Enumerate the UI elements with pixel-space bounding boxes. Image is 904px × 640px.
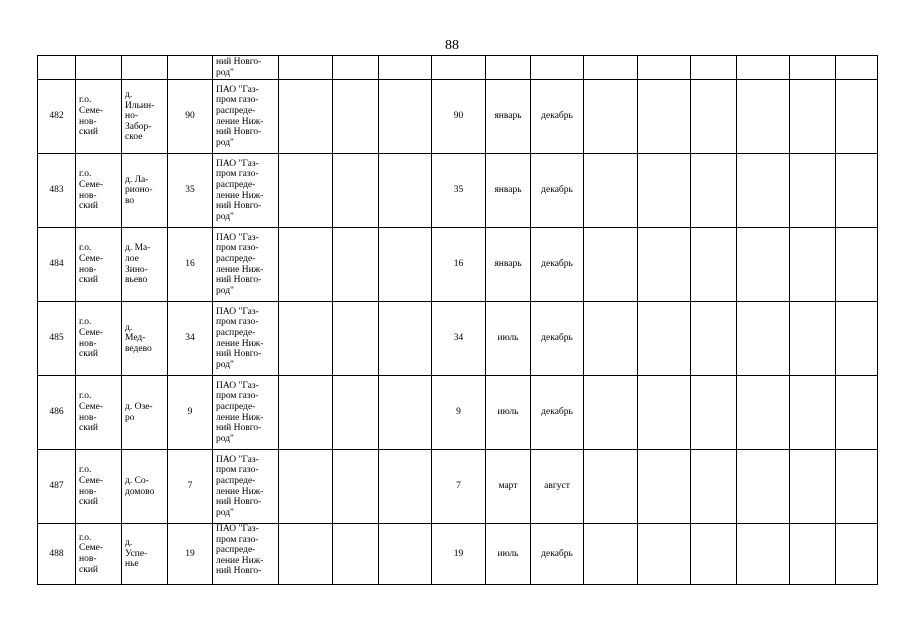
qty-text: 19: [185, 548, 195, 559]
cell-empty: [790, 524, 836, 585]
district-text: г.о. Семе- нов- ский: [79, 243, 104, 286]
num-text: 485: [49, 333, 64, 344]
district-text: г.о. Семе- нов- ский: [79, 95, 104, 138]
cell-qty: [168, 80, 213, 154]
cell-start-month: [486, 56, 531, 80]
cell-empty: [737, 302, 790, 376]
cell-qty2: [432, 524, 486, 585]
table-row: [38, 228, 878, 302]
cell-empty: [790, 56, 836, 80]
cell-empty: [584, 56, 638, 80]
end-month-text: декабрь: [541, 111, 573, 122]
cell-empty: [333, 56, 379, 80]
cell-empty: [737, 376, 790, 450]
end-month-text: август: [544, 481, 570, 492]
num-text: 482: [49, 111, 64, 122]
cell-district: [76, 80, 122, 154]
table-row: [38, 376, 878, 450]
cell-village: [122, 56, 168, 80]
cell-qty2: [432, 154, 486, 228]
cell-empty: [379, 450, 432, 524]
cell-empty: [691, 228, 737, 302]
start-month-text: июль: [497, 548, 519, 559]
cell-qty: [168, 154, 213, 228]
cell-empty: [790, 376, 836, 450]
cell-empty: [584, 302, 638, 376]
district-text: г.о. Семе- нов- ский: [79, 317, 104, 360]
cell-num: [38, 228, 76, 302]
village-text: д. Ма- лое Зино- вьево: [125, 243, 151, 286]
cell-num: [38, 56, 76, 80]
cell-end-month: [531, 56, 584, 80]
cell-end-month: [531, 80, 584, 154]
cell-qty: [168, 302, 213, 376]
document-table: [37, 55, 878, 585]
cell-end-month: [531, 302, 584, 376]
organization-text: ПАО "Газ- пром газо- распреде- ление Ниж- ний Новго- род": [216, 158, 264, 222]
end-month-text: декабрь: [541, 548, 573, 559]
cell-num: [38, 80, 76, 154]
cell-empty: [691, 56, 737, 80]
num-text: 488: [49, 548, 64, 559]
cell-empty: [836, 228, 878, 302]
cell-organization: [213, 80, 279, 154]
district-text: г.о. Семе- нов- ский: [79, 169, 104, 212]
cell-empty: [737, 228, 790, 302]
cell-village: [122, 450, 168, 524]
cell-district: [76, 302, 122, 376]
cell-num: [38, 450, 76, 524]
qty-text: 90: [185, 111, 195, 122]
table-row: [38, 154, 878, 228]
table-row: [38, 80, 878, 154]
qty2-text: 16: [453, 259, 464, 270]
cell-organization: [213, 302, 279, 376]
start-month-text: июль: [497, 407, 519, 418]
start-month-text: январь: [494, 259, 522, 270]
district-text: г.о. Семе- нов- ский: [79, 465, 104, 508]
cell-empty: [379, 228, 432, 302]
cell-empty: [333, 376, 379, 450]
cell-empty: [737, 154, 790, 228]
cell-empty: [691, 154, 737, 228]
organization-text: ПАО "Газ- пром газо- распреде- ление Ниж- ний Новго- род": [216, 454, 264, 518]
qty2-text: 9: [456, 407, 461, 418]
qty-text: 34: [185, 333, 195, 344]
cell-empty: [379, 524, 432, 585]
start-month-text: январь: [494, 185, 522, 196]
cell-district: [76, 450, 122, 524]
cell-qty: [168, 56, 213, 80]
district-text: г.о. Семе- нов- ский: [79, 532, 104, 575]
cell-empty: [691, 302, 737, 376]
village-text: д. Ла- рионо- во: [125, 174, 153, 206]
cell-empty: [333, 154, 379, 228]
cell-num: [38, 302, 76, 376]
cell-empty: [333, 228, 379, 302]
cell-district: [76, 376, 122, 450]
cell-qty2: [432, 56, 486, 80]
table-row: [38, 450, 878, 524]
cell-start-month: [486, 302, 531, 376]
cell-end-month: [531, 450, 584, 524]
cell-empty: [638, 80, 691, 154]
cell-organization: [213, 450, 279, 524]
cell-empty: [737, 450, 790, 524]
cell-empty: [790, 450, 836, 524]
qty-text: 16: [185, 259, 195, 270]
cell-village: [122, 302, 168, 376]
cell-start-month: [486, 376, 531, 450]
cell-district: [76, 56, 122, 80]
cell-empty: [333, 302, 379, 376]
cell-district: [76, 524, 122, 585]
qty2-text: 19: [453, 548, 464, 559]
end-month-text: декабрь: [541, 259, 573, 270]
organization-text: ПАО "Газ- пром газо- распреде- ление Ниж- ний Новго- род": [216, 380, 264, 444]
cell-empty: [737, 56, 790, 80]
cell-start-month: [486, 450, 531, 524]
cell-empty: [638, 154, 691, 228]
cell-end-month: [531, 376, 584, 450]
end-month-text: декабрь: [541, 407, 573, 418]
cell-num: [38, 524, 76, 585]
cell-empty: [836, 302, 878, 376]
cell-start-month: [486, 154, 531, 228]
cell-organization: [213, 56, 279, 80]
cell-empty: [790, 154, 836, 228]
cell-empty: [379, 154, 432, 228]
table-row: [38, 524, 878, 585]
cell-empty: [379, 56, 432, 80]
qty-text: 7: [187, 481, 193, 492]
qty2-text: 34: [453, 333, 464, 344]
organization-text: ПАО "Газ- пром газо- распреде- ление Ниж- ний Новго- род": [216, 232, 264, 296]
cell-empty: [584, 154, 638, 228]
num-text: 487: [49, 481, 64, 492]
cell-qty: [168, 450, 213, 524]
cell-empty: [584, 450, 638, 524]
qty2-text: 7: [456, 481, 461, 492]
cell-end-month: [531, 228, 584, 302]
organization-text: ПАО "Газ- пром газо- распреде- ление Ниж- ний Новго-: [216, 524, 264, 577]
cell-empty: [790, 302, 836, 376]
cell-empty: [691, 376, 737, 450]
organization-text: ПАО "Газ- пром газо- распреде- ление Ниж- ний Новго- род": [216, 84, 264, 148]
village-text: д. Успе- нье: [125, 538, 148, 570]
cell-empty: [584, 524, 638, 585]
cell-empty: [790, 228, 836, 302]
cell-empty: [279, 56, 333, 80]
cell-start-month: [486, 80, 531, 154]
cell-start-month: [486, 524, 531, 585]
cell-empty: [691, 80, 737, 154]
cell-empty: [638, 56, 691, 80]
cell-end-month: [531, 154, 584, 228]
cell-village: [122, 228, 168, 302]
cell-empty: [279, 376, 333, 450]
cell-empty: [790, 80, 836, 154]
table-row: [38, 56, 878, 80]
cell-empty: [333, 524, 379, 585]
cell-empty: [279, 450, 333, 524]
cell-num: [38, 376, 76, 450]
num-text: 486: [49, 407, 64, 418]
cell-empty: [836, 450, 878, 524]
table-row: [38, 302, 878, 376]
cell-empty: [836, 154, 878, 228]
cell-qty2: [432, 80, 486, 154]
cell-empty: [638, 228, 691, 302]
cell-empty: [279, 524, 333, 585]
cell-empty: [279, 154, 333, 228]
qty-text: 9: [187, 407, 193, 418]
cell-organization: [213, 376, 279, 450]
organization-text: ний Новго- род": [216, 56, 262, 78]
cell-qty: [168, 524, 213, 585]
cell-empty: [737, 524, 790, 585]
cell-empty: [638, 450, 691, 524]
start-month-text: январь: [494, 111, 522, 122]
end-month-text: декабрь: [541, 333, 573, 344]
cell-village: [122, 524, 168, 585]
cell-empty: [691, 450, 737, 524]
organization-text: ПАО "Газ- пром газо- распреде- ление Ниж- ний Новго- род": [216, 306, 264, 370]
village-text: д. Озе- ро: [125, 401, 153, 423]
cell-organization: [213, 524, 279, 585]
cell-empty: [279, 80, 333, 154]
village-text: д. Ильин- но- Забор- ское: [125, 90, 155, 143]
start-month-text: март: [498, 481, 518, 492]
qty2-text: 90: [453, 111, 464, 122]
cell-empty: [691, 524, 737, 585]
cell-empty: [584, 228, 638, 302]
cell-num: [38, 154, 76, 228]
cell-village: [122, 376, 168, 450]
cell-empty: [333, 80, 379, 154]
district-text: г.о. Семе- нов- ский: [79, 391, 104, 434]
cell-empty: [379, 376, 432, 450]
cell-empty: [836, 80, 878, 154]
cell-empty: [584, 80, 638, 154]
cell-empty: [379, 80, 432, 154]
start-month-text: июль: [497, 333, 519, 344]
cell-empty: [333, 450, 379, 524]
num-text: 483: [49, 185, 64, 196]
cell-empty: [836, 56, 878, 80]
cell-organization: [213, 228, 279, 302]
cell-empty: [279, 228, 333, 302]
cell-empty: [638, 376, 691, 450]
cell-qty2: [432, 228, 486, 302]
village-text: д. Мед- ведево: [125, 322, 152, 354]
cell-start-month: [486, 228, 531, 302]
cell-qty2: [432, 302, 486, 376]
page-number: 88: [445, 38, 459, 53]
cell-village: [122, 154, 168, 228]
cell-organization: [213, 154, 279, 228]
cell-qty2: [432, 376, 486, 450]
cell-qty: [168, 228, 213, 302]
num-text: 484: [49, 259, 64, 270]
cell-qty2: [432, 450, 486, 524]
cell-empty: [638, 524, 691, 585]
cell-village: [122, 80, 168, 154]
cell-empty: [836, 376, 878, 450]
cell-empty: [279, 302, 333, 376]
cell-district: [76, 228, 122, 302]
cell-empty: [584, 376, 638, 450]
cell-empty: [379, 302, 432, 376]
cell-district: [76, 154, 122, 228]
end-month-text: декабрь: [541, 185, 573, 196]
qty2-text: 35: [453, 185, 464, 196]
cell-end-month: [531, 524, 584, 585]
cell-empty: [638, 302, 691, 376]
qty-text: 35: [185, 185, 195, 196]
cell-empty: [737, 80, 790, 154]
cell-empty: [836, 524, 878, 585]
village-text: д. Со- домово: [125, 475, 155, 497]
cell-qty: [168, 376, 213, 450]
